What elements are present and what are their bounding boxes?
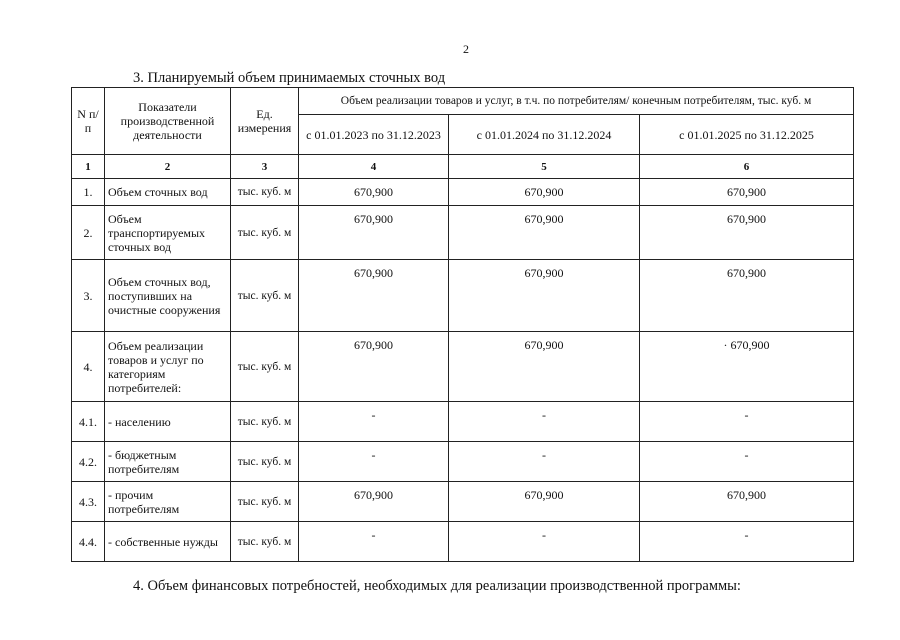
row-number: 4.4. (72, 522, 105, 562)
header-unit: Ед. измерения (231, 88, 299, 155)
row-indicator: - прочим потребителям (105, 482, 231, 522)
value-2025: 670,900 (640, 482, 854, 522)
value-2024: - (449, 522, 640, 562)
table-row (72, 179, 854, 206)
value-2025: - (640, 402, 854, 442)
row-indicator: Объем сточных вод, поступивших на очистные сооружения (105, 260, 231, 332)
header-volume-group: Объем реализации товаров и услуг, в т.ч. по потребителям/ конечным потребителям, тыс. куб. м (299, 88, 854, 115)
column-number: 6 (640, 155, 854, 179)
row-indicator: - бюджетным потребителям (105, 442, 231, 482)
value-2023: 670,900 (299, 332, 449, 402)
value-2024: 670,900 (449, 332, 640, 402)
value-2025: - (640, 442, 854, 482)
row-unit: тыс. куб. м (231, 260, 299, 332)
column-number-row (72, 155, 854, 179)
value-2024: 670,900 (449, 179, 640, 206)
value-2025: 670,900 (640, 206, 854, 260)
value-2023: - (299, 402, 449, 442)
section-4-title: 4. Объем финансовых потребностей, необходимых для реализации производственной программы: (133, 578, 741, 594)
table-row (72, 402, 854, 442)
table-row (72, 332, 854, 402)
row-number: 3. (72, 260, 105, 332)
column-number: 5 (449, 155, 640, 179)
row-number: 2. (72, 206, 105, 260)
row-unit: тыс. куб. м (231, 206, 299, 260)
section-3-title: 3. Планируемый объем принимаемых сточных вод (133, 70, 446, 86)
header-num: N п/п (72, 88, 105, 155)
row-number: 4. (72, 332, 105, 402)
row-unit: тыс. куб. м (231, 402, 299, 442)
value-2023: 670,900 (299, 179, 449, 206)
row-unit: тыс. куб. м (231, 179, 299, 206)
column-number: 1 (72, 155, 105, 179)
header-indicator: Показатели производственной деятельности (105, 88, 231, 155)
column-number: 2 (105, 155, 231, 179)
value-2024: - (449, 402, 640, 442)
header-row-1 (72, 88, 854, 115)
value-2025: - (640, 522, 854, 562)
value-2023: 670,900 (299, 260, 449, 332)
table-row (72, 522, 854, 562)
row-indicator: Объем реализации товаров и услуг по категориям потребителей: (105, 332, 231, 402)
row-number: 4.1. (72, 402, 105, 442)
row-number: 1. (72, 179, 105, 206)
value-2024: - (449, 442, 640, 482)
row-unit: тыс. куб. м (231, 442, 299, 482)
table-row (72, 260, 854, 332)
wastewater-volume-table (71, 87, 854, 562)
table-row (72, 442, 854, 482)
value-2025: · 670,900 (640, 332, 854, 402)
row-unit: тыс. куб. м (231, 332, 299, 402)
row-number: 4.2. (72, 442, 105, 482)
page-number: 2 (463, 42, 469, 56)
value-2023: 670,900 (299, 482, 449, 522)
row-indicator: - собственные нужды (105, 522, 231, 562)
table-row (72, 206, 854, 260)
value-2023: 670,900 (299, 206, 449, 260)
header-period-2023: с 01.01.2023 по 31.12.2023 (299, 115, 449, 155)
row-indicator: - населению (105, 402, 231, 442)
row-unit: тыс. куб. м (231, 482, 299, 522)
header-period-2024: с 01.01.2024 по 31.12.2024 (449, 115, 640, 155)
row-indicator: Объем транспортируемых сточных вод (105, 206, 231, 260)
table-row (72, 482, 854, 522)
value-2023: - (299, 442, 449, 482)
row-indicator: Объем сточных вод (105, 179, 231, 206)
value-2025: 670,900 (640, 260, 854, 332)
row-number: 4.3. (72, 482, 105, 522)
column-number: 3 (231, 155, 299, 179)
row-unit: тыс. куб. м (231, 522, 299, 562)
header-period-2025: с 01.01.2025 по 31.12.2025 (640, 115, 854, 155)
value-2024: 670,900 (449, 206, 640, 260)
column-number: 4 (299, 155, 449, 179)
value-2023: - (299, 522, 449, 562)
value-2025: 670,900 (640, 179, 854, 206)
value-2024: 670,900 (449, 260, 640, 332)
value-2024: 670,900 (449, 482, 640, 522)
